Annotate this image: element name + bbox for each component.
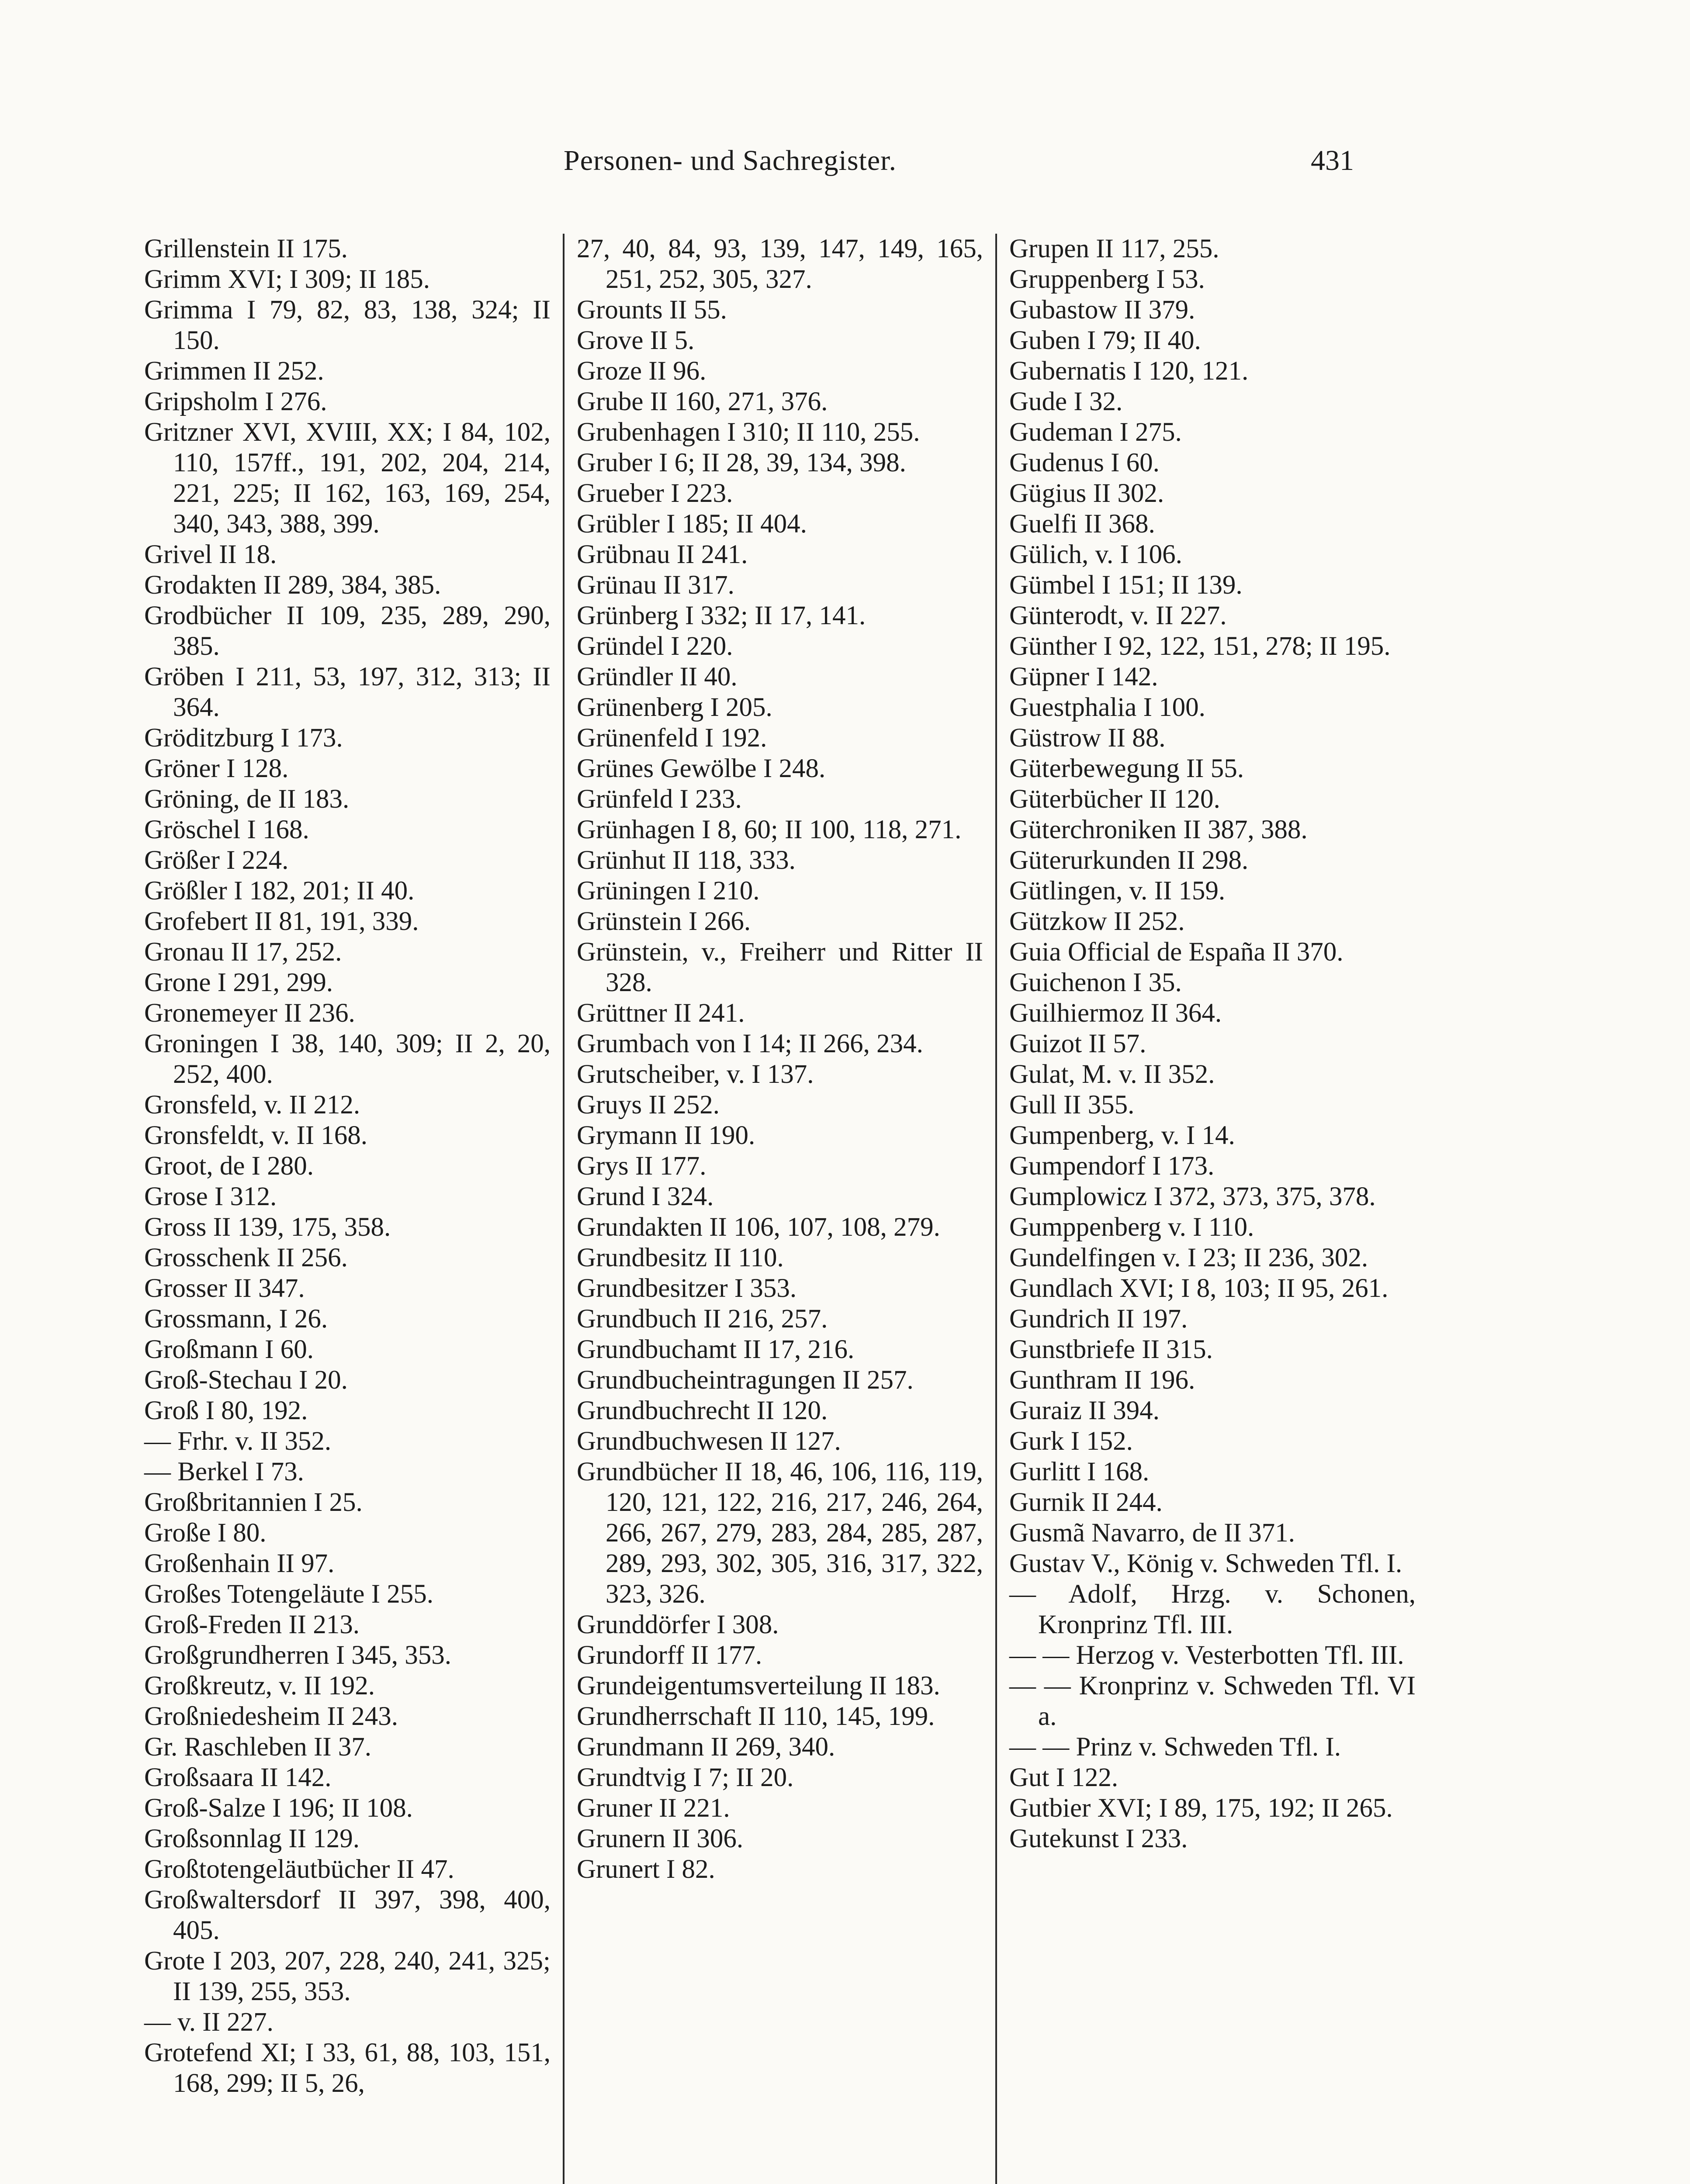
index-entry: Grünenberg I 205. — [577, 693, 772, 722]
index-entry: Gützkow II 252. — [1009, 907, 1185, 936]
index-entry: Gustav V., König v. Schweden Tfl. I. — [1009, 1549, 1403, 1578]
index-entry: Grundbuchamt II 17, 216. — [577, 1335, 855, 1364]
index-entry: Groß-Salze I 196; II 108. — [144, 1794, 413, 1823]
index-entry: Grünenfeld I 192. — [577, 723, 767, 753]
index-entry: Grünes Gewölbe I 248. — [577, 754, 826, 783]
index-entry: Güterchroniken II 387, 388. — [1009, 815, 1308, 844]
index-entry: Gudenus I 60. — [1009, 448, 1160, 477]
index-entry: Grünberg I 332; II 17, 141. — [577, 601, 866, 630]
index-entry: Grunddörfer I 308. — [577, 1610, 779, 1639]
index-column-1 — [144, 234, 551, 2099]
index-entry: Guraiz II 394. — [1009, 1396, 1160, 1425]
index-entry: Grundbuchwesen II 127. — [577, 1427, 841, 1456]
index-entry: Großenhain II 97. — [144, 1549, 335, 1578]
index-entry: Grünstein I 266. — [577, 907, 751, 936]
index-entry: Gurnik II 244. — [1009, 1488, 1163, 1517]
index-entry: — Frhr. v. II 352. — [144, 1427, 332, 1456]
index-entry: Grounts II 55. — [577, 295, 727, 325]
index-entry: Groningen I 38, 140, 309; II 2, 20, 252, 400. — [144, 1029, 551, 1089]
index-entry: Gutbier XVI; I 89, 175, 192; II 265. — [1009, 1794, 1393, 1823]
index-entry: Güterbücher II 120. — [1009, 784, 1220, 814]
running-title: Personen- und Sachregister. — [564, 145, 897, 176]
index-entry: Gümbel I 151; II 139. — [1009, 570, 1243, 600]
index-entry: — Berkel I 73. — [144, 1457, 304, 1486]
column-divider — [563, 234, 564, 2184]
index-entry: Grubenhagen I 310; II 110, 255. — [577, 418, 920, 447]
index-entry: Großsonnlag II 129. — [144, 1824, 360, 1853]
index-entry: Groot, de I 280. — [144, 1151, 314, 1181]
index-entry: Gut I 122. — [1009, 1763, 1119, 1792]
index-entry: Grundbucheintragungen II 257. — [577, 1365, 914, 1395]
index-entry: Grueber I 223. — [577, 479, 733, 508]
index-entry: Gritzner XVI, XVIII, XX; I 84, 102, 110, 157ff., 191, 202, 204, 214, 221, 225; II 162, 163, 169, 254, 340, 343, 388, 399. — [144, 418, 551, 539]
index-entry: Grodbücher II 109, 235, 289, 290, 385. — [144, 601, 551, 661]
index-entry: Gruner II 221. — [577, 1794, 730, 1823]
index-entry: Grutscheiber, v. I 137. — [577, 1060, 814, 1089]
index-entry: Groze II 96. — [577, 356, 706, 386]
index-entry: Güterbewegung II 55. — [1009, 754, 1244, 783]
index-entry: Gröben I 211, 53, 197, 312, 313; II 364. — [144, 662, 551, 722]
index-entry: Güpner I 142. — [1009, 662, 1158, 691]
index-column-2 — [577, 234, 983, 1885]
index-entry: Groß-Stechau I 20. — [144, 1365, 348, 1395]
index-entry: Gull II 355. — [1009, 1090, 1135, 1120]
index-entry: Grone I 291, 299. — [144, 968, 333, 997]
index-entry: Gurlitt I 168. — [1009, 1457, 1150, 1486]
index-entry: Gruber I 6; II 28, 39, 134, 398. — [577, 448, 906, 477]
index-entry: Guestphalia I 100. — [1009, 693, 1205, 722]
index-entry: Großwaltersdorf II 397, 398, 400, 405. — [144, 1885, 551, 1945]
index-entry: Guben I 79; II 40. — [1009, 326, 1201, 355]
index-entry: Grundmann II 269, 340. — [577, 1732, 835, 1762]
index-entry: Großes Totengeläute I 255. — [144, 1579, 434, 1609]
index-entry: Grote I 203, 207, 228, 240, 241, 325; II 139, 255, 353. — [144, 1946, 551, 2006]
index-entry: Gronsfeld, v. II 212. — [144, 1090, 360, 1120]
index-entry: Grosser II 347. — [144, 1274, 305, 1303]
index-entry: Grundbücher II 18, 46, 106, 116, 119, 120, 121, 122, 216, 217, 246, 264, 266, 267, 279, 283, 284, 285, 287, 289, 293, 302, 305, 316, 317, 322, 323, 326. — [577, 1457, 983, 1609]
index-entry: Gründel I 220. — [577, 632, 733, 661]
column-divider — [995, 234, 997, 2184]
index-entry: 27, 40, 84, 93, 139, 147, 149, 165, 251, 252, 305, 327. — [577, 234, 983, 294]
index-entry: Guia Official de España II 370. — [1009, 937, 1344, 967]
index-entry: Groß-Freden II 213. — [144, 1610, 360, 1639]
index-entry: Gumplowicz I 372, 373, 375, 378. — [1009, 1182, 1376, 1211]
index-entry: Grosschenk II 256. — [144, 1243, 348, 1272]
index-entry: Gross II 139, 175, 358. — [144, 1213, 391, 1242]
page-number: 431 — [1311, 145, 1354, 176]
index-entry: Grundorff II 177. — [577, 1641, 762, 1670]
index-entry: — — Kronprinz v. Schweden Tfl. VI a. — [1009, 1671, 1416, 1731]
index-entry: Große I 80. — [144, 1518, 267, 1548]
index-entry: Güterurkunden II 298. — [1009, 846, 1249, 875]
index-entry: Gronau II 17, 252. — [144, 937, 342, 967]
index-entry: — — Prinz v. Schweden Tfl. I. — [1009, 1732, 1341, 1762]
index-entry: Gröditzburg I 173. — [144, 723, 343, 753]
index-entry: Grundherrschaft II 110, 145, 199. — [577, 1702, 935, 1731]
index-entry: Gundelfingen v. I 23; II 236, 302. — [1009, 1243, 1368, 1272]
index-entry: Gurk I 152. — [1009, 1427, 1133, 1456]
index-entry: Grivel II 18. — [144, 540, 277, 569]
index-entry: Großtotengeläutbücher II 47. — [144, 1855, 454, 1884]
index-entry: — Adolf, Hrzg. v. Schonen, Kronprinz Tfl. III. — [1009, 1579, 1416, 1639]
index-entry: Grübler I 185; II 404. — [577, 509, 807, 539]
index-entry: Gutekunst I 233. — [1009, 1824, 1188, 1853]
index-entry: Gunstbriefe II 315. — [1009, 1335, 1213, 1364]
index-entry: Gruppenberg I 53. — [1009, 265, 1205, 294]
index-entry: Gröschel I 168. — [144, 815, 309, 844]
index-entry: Gubastow II 379. — [1009, 295, 1195, 325]
index-entry: Grose I 312. — [144, 1182, 277, 1211]
index-entry: Grundbesitz II 110. — [577, 1243, 784, 1272]
index-entry: Gronsfeldt, v. II 168. — [144, 1121, 368, 1150]
index-entry: Grimm XVI; I 309; II 185. — [144, 265, 430, 294]
index-entry: Grünhut II 118, 333. — [577, 846, 796, 875]
index-entry: Großgrundherren I 345, 353. — [144, 1641, 452, 1670]
index-entry: Grünstein, v., Freiherr und Ritter II 328. — [577, 937, 983, 997]
index-entry: Guizot II 57. — [1009, 1029, 1146, 1058]
index-entry: Grübnau II 241. — [577, 540, 748, 569]
index-entry: Guelfi II 368. — [1009, 509, 1155, 539]
index-entry: Gundlach XVI; I 8, 103; II 95, 261. — [1009, 1274, 1389, 1303]
index-entry: Guichenon I 35. — [1009, 968, 1182, 997]
index-entry: Güstrow II 88. — [1009, 723, 1166, 753]
index-entry: Grove II 5. — [577, 326, 695, 355]
index-entry: Gumpendorf I 173. — [1009, 1151, 1215, 1181]
index-entry: Gusmã Navarro, de II 371. — [1009, 1518, 1295, 1548]
index-entry: Grillenstein II 175. — [144, 234, 348, 263]
index-entry: Großbritannien I 25. — [144, 1488, 363, 1517]
index-entry: Gröning, de II 183. — [144, 784, 350, 814]
index-entry: Grünfeld I 233. — [577, 784, 742, 814]
index-entry: Größer I 224. — [144, 846, 289, 875]
index-entry: Gülich, v. I 106. — [1009, 540, 1182, 569]
index-columns — [144, 234, 1416, 2184]
index-entry: Grimmen II 252. — [144, 356, 324, 386]
index-entry: Günther I 92, 122, 151, 278; II 195. — [1009, 632, 1391, 661]
index-entry: Grundbuchrecht II 120. — [577, 1396, 828, 1425]
index-entry: Gude I 32. — [1009, 387, 1123, 416]
index-entry: Grofebert II 81, 191, 339. — [144, 907, 419, 936]
index-entry: Günterodt, v. II 227. — [1009, 601, 1227, 630]
index-entry: Grossmann, I 26. — [144, 1304, 328, 1334]
index-entry: Grube II 160, 271, 376. — [577, 387, 828, 416]
index-entry: Groß I 80, 192. — [144, 1396, 308, 1425]
index-entry: Größler I 182, 201; II 40. — [144, 876, 415, 905]
index-entry: Gütlingen, v. II 159. — [1009, 876, 1226, 905]
index-entry: Gudeman I 275. — [1009, 418, 1182, 447]
index-entry: Grundakten II 106, 107, 108, 279. — [577, 1213, 940, 1242]
index-entry: Grymann II 190. — [577, 1121, 755, 1150]
page-header — [0, 144, 1690, 183]
index-entry: Gunthram II 196. — [1009, 1365, 1195, 1395]
index-entry: Gr. Raschleben II 37. — [144, 1732, 372, 1762]
index-entry: Großmann I 60. — [144, 1335, 314, 1364]
index-entry: Gumpenberg, v. I 14. — [1009, 1121, 1235, 1150]
index-entry: Grund I 324. — [577, 1182, 714, 1211]
index-entry: Grünau II 317. — [577, 570, 734, 600]
index-entry: Großkreutz, v. II 192. — [144, 1671, 375, 1700]
index-entry: Grupen II 117, 255. — [1009, 234, 1219, 263]
index-entry: Gumppenberg v. I 110. — [1009, 1213, 1254, 1242]
index-entry: Gröner I 128. — [144, 754, 289, 783]
index-entry: Gronemeyer II 236. — [144, 999, 355, 1028]
index-entry: Grys II 177. — [577, 1151, 706, 1181]
index-entry: Grundbuch II 216, 257. — [577, 1304, 828, 1334]
index-entry: Grodakten II 289, 384, 385. — [144, 570, 441, 600]
index-entry: Grünhagen I 8, 60; II 100, 118, 271. — [577, 815, 962, 844]
index-entry: Gulat, M. v. II 352. — [1009, 1060, 1215, 1089]
index-entry: Großniedesheim II 243. — [144, 1702, 398, 1731]
index-entry: Gripsholm I 276. — [144, 387, 327, 416]
index-entry: Grunern II 306. — [577, 1824, 744, 1853]
index-entry: Grunert I 82. — [577, 1855, 715, 1884]
index-entry: Gruys II 252. — [577, 1090, 720, 1120]
index-entry: Guilhiermoz II 364. — [1009, 999, 1222, 1028]
index-entry: Gubernatis I 120, 121. — [1009, 356, 1249, 386]
index-entry: Grumbach von I 14; II 266, 234. — [577, 1029, 923, 1058]
index-column-3 — [1009, 234, 1416, 1854]
index-entry: Gundrich II 197. — [1009, 1304, 1188, 1334]
index-entry: Grotefend XI; I 33, 61, 88, 103, 151, 168, 299; II 5, 26, — [144, 2038, 551, 2098]
index-entry: Gügius II 302. — [1009, 479, 1164, 508]
index-entry: — v. II 227. — [144, 2008, 274, 2037]
index-entry: Gründler II 40. — [577, 662, 738, 691]
index-entry: Grundbesitzer I 353. — [577, 1274, 797, 1303]
index-entry: Grüningen I 210. — [577, 876, 760, 905]
index-entry: Großsaara II 142. — [144, 1763, 332, 1792]
index-entry: Grimma I 79, 82, 83, 138, 324; II 150. — [144, 295, 551, 355]
index-entry: Grundtvig I 7; II 20. — [577, 1763, 794, 1792]
index-entry: — — Herzog v. Vesterbotten Tfl. III. — [1009, 1641, 1404, 1670]
index-entry: Grundeigentumsverteilung II 183. — [577, 1671, 940, 1700]
index-entry: Grüttner II 241. — [577, 999, 745, 1028]
